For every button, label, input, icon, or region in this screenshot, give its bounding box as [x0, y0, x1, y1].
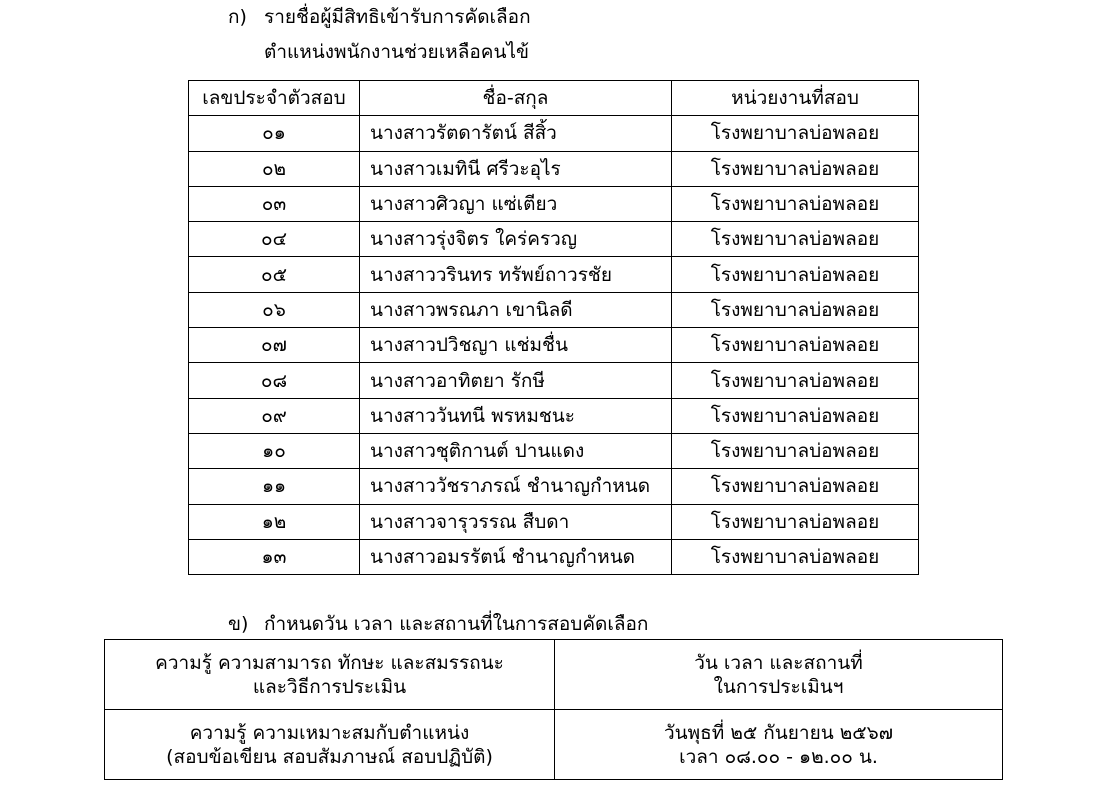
exam-id-cell: ๑๒: [189, 504, 360, 539]
full-name-cell: นางสาวชุติกานต์ ปานแดง: [360, 433, 672, 468]
full-name-cell: นางสาววัชราภรณ์ ชำนาญกำหนด: [360, 469, 672, 504]
exam-unit-cell: โรงพยาบาลบ่อพลอย: [672, 469, 919, 504]
table-row: [189, 292, 919, 327]
schedule-table: [104, 639, 1003, 780]
candidates-table: [188, 80, 919, 575]
table-row: [189, 433, 919, 468]
full-name-cell: นางสาวพรณภา เขานิลดี: [360, 292, 672, 327]
section-b-title: กำหนดวัน เวลา และสถานที่ในการสอบคัดเลือก: [264, 613, 649, 635]
exam-id-cell: ๐๒: [189, 151, 360, 186]
schedule-header-competency-line2: และวิธีการประเมิน: [252, 675, 407, 698]
exam-id-cell: ๐๙: [189, 398, 360, 433]
table-row: [189, 151, 919, 186]
full-name-cell: นางสาวศิวญา แซ่เตียว: [360, 186, 672, 221]
table-row: [189, 398, 919, 433]
header-exam-id: เลขประจำตัวสอบ: [189, 81, 360, 116]
exam-id-cell: ๐๗: [189, 328, 360, 363]
schedule-header-competency-line1: ความรู้ ความสามารถ ทักษะ และสมรรถนะ: [155, 651, 504, 674]
full-name-cell: นางสาวจารุวรรณ สืบดา: [360, 504, 672, 539]
section-a-marker: ก): [228, 6, 247, 28]
table-row: [189, 257, 919, 292]
exam-unit-cell: โรงพยาบาลบ่อพลอย: [672, 504, 919, 539]
schedule-header-datetime-line1: วัน เวลา และสถานที่: [694, 651, 863, 674]
exam-id-cell: ๐๖: [189, 292, 360, 327]
table-row: [189, 504, 919, 539]
schedule-header-datetime-line2: ในการประเมินฯ: [713, 675, 844, 698]
exam-id-cell: ๐๘: [189, 363, 360, 398]
schedule-competency-line2: (สอบข้อเขียน สอบสัมภาษณ์ สอบปฏิบัติ): [166, 745, 493, 768]
schedule-header-row: [105, 640, 1003, 710]
exam-unit-cell: โรงพยาบาลบ่อพลอย: [672, 398, 919, 433]
candidates-table-body: [189, 116, 919, 575]
table-row: [189, 222, 919, 257]
exam-id-cell: ๐๕: [189, 257, 360, 292]
candidates-header-row: [189, 81, 919, 116]
table-row: [189, 116, 919, 151]
full-name-cell: นางสาววรินทร ทรัพย์ถาวรชัย: [360, 257, 672, 292]
full-name-cell: นางสาวเมทินี ศรีวะอุไร: [360, 151, 672, 186]
table-row: [189, 186, 919, 221]
exam-unit-cell: โรงพยาบาลบ่อพลอย: [672, 328, 919, 363]
schedule-competency-line1: ความรู้ ความเหมาะสมกับตำแหน่ง: [189, 721, 470, 744]
schedule-row: [105, 710, 1003, 780]
exam-id-cell: ๐๓: [189, 186, 360, 221]
schedule-competency-cell: [105, 710, 555, 780]
schedule-date: วันพุธที่ ๒๕ กันยายน ๒๕๖๗: [664, 721, 893, 744]
header-full-name: ชื่อ-สกุล: [360, 81, 672, 116]
exam-id-cell: ๐๔: [189, 222, 360, 257]
exam-unit-cell: โรงพยาบาลบ่อพลอย: [672, 151, 919, 186]
exam-id-cell: ๑๓: [189, 539, 360, 574]
exam-id-cell: ๑๑: [189, 469, 360, 504]
exam-unit-cell: โรงพยาบาลบ่อพลอย: [672, 363, 919, 398]
schedule-header-datetime: [555, 640, 1003, 710]
schedule-header-competency: [105, 640, 555, 710]
exam-id-cell: ๐๑: [189, 116, 360, 151]
exam-unit-cell: โรงพยาบาลบ่อพลอย: [672, 292, 919, 327]
table-row: [189, 539, 919, 574]
section-a-title-line1: รายชื่อผู้มีสิทธิเข้ารับการคัดเลือก: [264, 6, 531, 28]
table-row: [189, 469, 919, 504]
full-name-cell: นางสาวอาทิตยา รักษี: [360, 363, 672, 398]
section-b-heading: [228, 612, 648, 636]
exam-unit-cell: โรงพยาบาลบ่อพลอย: [672, 539, 919, 574]
schedule-time: เวลา ๐๘.๐๐ - ๑๒.๐๐ น.: [679, 745, 878, 768]
full-name-cell: นางสาววันทนี พรหมชนะ: [360, 398, 672, 433]
exam-id-cell: ๑๐: [189, 433, 360, 468]
full-name-cell: นางสาวปวิชญา แช่มชื่น: [360, 328, 672, 363]
exam-unit-cell: โรงพยาบาลบ่อพลอย: [672, 433, 919, 468]
table-row: [189, 363, 919, 398]
exam-unit-cell: โรงพยาบาลบ่อพลอย: [672, 257, 919, 292]
full-name-cell: นางสาวรุ่งจิตร ใคร่ครวญ: [360, 222, 672, 257]
table-row: [189, 328, 919, 363]
section-a-heading: [228, 5, 531, 29]
schedule-datetime-cell: [555, 710, 1003, 780]
header-exam-unit: หน่วยงานที่สอบ: [672, 81, 919, 116]
section-a-subtitle: ตำแหน่งพนักงานช่วยเหลือคนไข้: [264, 41, 530, 63]
exam-unit-cell: โรงพยาบาลบ่อพลอย: [672, 222, 919, 257]
exam-unit-cell: โรงพยาบาลบ่อพลอย: [672, 186, 919, 221]
full-name-cell: นางสาวอมรรัตน์ ชำนาญกำหนด: [360, 539, 672, 574]
exam-unit-cell: โรงพยาบาลบ่อพลอย: [672, 116, 919, 151]
full-name-cell: นางสาวรัตดารัตน์ สีสิ้ว: [360, 116, 672, 151]
section-b-marker: ข): [228, 613, 249, 635]
